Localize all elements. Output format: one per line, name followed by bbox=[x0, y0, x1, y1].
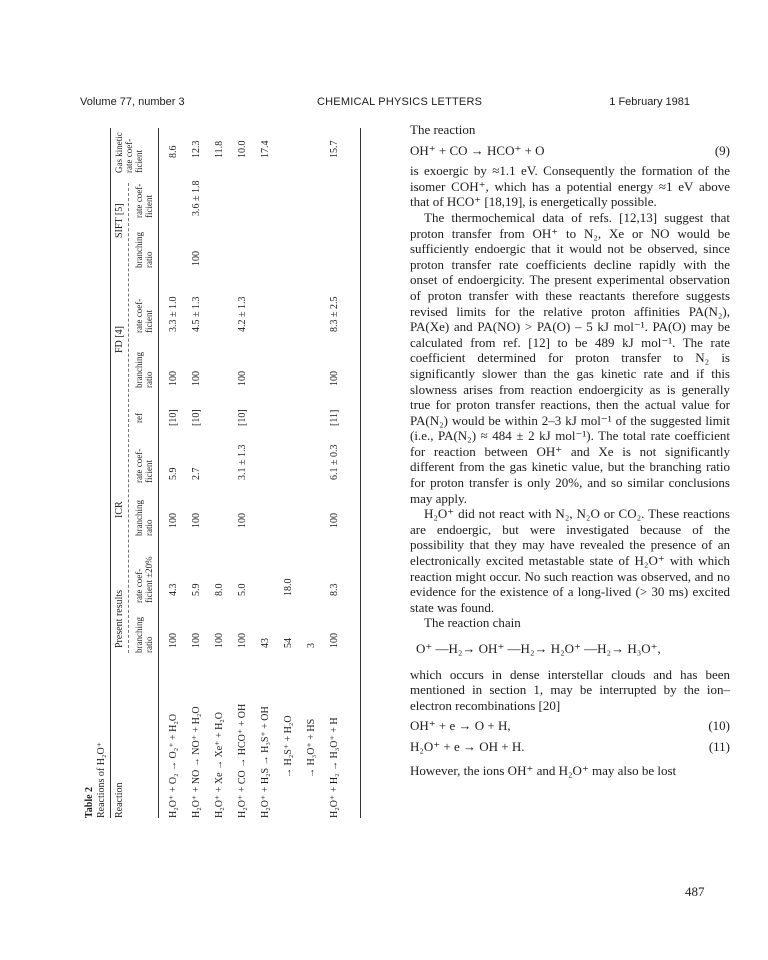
table-cell-ib: 100 bbox=[168, 513, 179, 528]
page-number: 487 bbox=[685, 884, 705, 899]
group-header-sift: SIFT [5] bbox=[114, 203, 125, 238]
table-cell-gas: 17.4 bbox=[260, 140, 271, 158]
paragraph-exoergic: is exoergic by ≈1.1 eV. Consequently the formation of the isomer COH⁺, which has a potential energy ≈1 eV above that of HCO⁺ [18,19], is energetically possible. bbox=[410, 163, 730, 210]
table-cell-ref: [10] bbox=[237, 409, 248, 426]
equation-9-number: (9) bbox=[714, 142, 730, 158]
rotated-table bbox=[84, 128, 364, 818]
table-cell-pb: 100 bbox=[237, 633, 248, 648]
table-cell-pb: 100 bbox=[168, 633, 179, 648]
paragraph-reaction-intro: The reaction bbox=[410, 122, 476, 137]
equation-11 bbox=[410, 739, 730, 755]
table-cell-fb: 100 bbox=[329, 371, 340, 386]
table-title: Reactions of H₂O⁺ bbox=[96, 742, 107, 818]
table-cell-pr: 5.0 bbox=[237, 583, 248, 596]
equation-10-expr: OH⁺ + e → O + H, bbox=[410, 718, 511, 734]
table-top-rule bbox=[110, 128, 111, 818]
table-cell-fb: 100 bbox=[168, 371, 179, 386]
table-cell-reaction: → H₃O⁺ + HS bbox=[306, 718, 317, 778]
table-cell-ref: [11] bbox=[329, 409, 340, 426]
sub-rate-icr: rate coef- ficient bbox=[134, 448, 154, 483]
table-cell-gas: 15.7 bbox=[329, 140, 340, 158]
sub-rate-sift: rate coef- ficient bbox=[134, 183, 154, 218]
table-cell-ir: 2.7 bbox=[191, 467, 202, 480]
table-cell-gas: 11.8 bbox=[214, 140, 225, 158]
table-cell-ir: 5.9 bbox=[168, 467, 179, 480]
equation-9 bbox=[410, 143, 730, 159]
table-cell-fb: 100 bbox=[237, 371, 248, 386]
table-cell-gas: 8.6 bbox=[168, 145, 179, 158]
table-cell-pr: 18.0 bbox=[283, 578, 294, 596]
table-cell-fr: 3.3 ± 1.0 bbox=[168, 296, 179, 332]
table-cell-pb: 3 bbox=[306, 643, 317, 648]
table-cell-ref: [10] bbox=[191, 409, 202, 426]
sub-rate-present: rate coef- ficient ±20% bbox=[134, 556, 154, 603]
sub-branching-fd: branching ratio bbox=[134, 352, 154, 388]
issue-date: 1 February 1981 bbox=[609, 96, 690, 108]
group-rule bbox=[128, 183, 129, 653]
table-cell-reaction: H₂O⁺ + H₂ → H₃O⁺ + H bbox=[329, 717, 340, 818]
sub-branching-present: branching ratio bbox=[134, 617, 154, 653]
paragraph-h2o-nonreaction: H₂O⁺ did not react with N₂, N₂O or CO₂. These reactions are endoergic, but were investigated because of the possibility that they may have revealed the presence of an electronically excited metastable state of H₂O⁺ with which reaction might occur. No such reaction was observed, and no evidence for the existence of a long-lived (> 30 ms) excited state was found. bbox=[410, 506, 730, 615]
table-caption: Table 2 bbox=[84, 786, 95, 818]
paragraph-loss: However, the ions OH⁺ and H₂O⁺ may also be lost bbox=[410, 762, 677, 778]
table-cell-ib: 100 bbox=[237, 513, 248, 528]
journal-title: CHEMICAL PHYSICS LETTERS bbox=[317, 96, 483, 108]
paragraph-recombination: which occurs in dense interstellar clouds and has been mentioned in section 1, may be interrupted by the ion–electron recombinations [20] bbox=[410, 666, 730, 713]
equation-11-number: (11) bbox=[708, 738, 730, 754]
equation-10 bbox=[410, 718, 730, 734]
sub-branching-sift: branching ratio bbox=[134, 232, 154, 268]
table-cell-reaction: H₂O⁺ + H₂S → H₃S⁺ + OH bbox=[260, 706, 271, 818]
table-cell-pb: 54 bbox=[283, 638, 294, 648]
group-header-present: Present results bbox=[114, 589, 125, 648]
reaction-chain: O⁺ —H₂→ OH⁺ —H₂→ H₂O⁺ —H₂→ H₃O⁺, bbox=[416, 641, 661, 656]
table-cell-pr: 8.3 bbox=[329, 583, 340, 596]
col-header-reaction: Reaction bbox=[114, 782, 125, 818]
table-cell-ir: 6.1 ± 0.3 bbox=[329, 444, 340, 480]
table-cell-fr: 4.2 ± 1.3 bbox=[237, 296, 248, 332]
table-cell-fr: 4.5 ± 1.3 bbox=[191, 296, 202, 332]
sub-ref: ref bbox=[134, 413, 144, 423]
body-column bbox=[410, 122, 730, 778]
sub-rate-fd: rate coef- ficient bbox=[134, 298, 154, 333]
table-cell-pb: 100 bbox=[214, 633, 225, 648]
group-header-icr: ICR bbox=[114, 501, 125, 518]
equation-10-number: (10) bbox=[708, 718, 730, 734]
table-cell-fr: 8.3 ± 2.5 bbox=[329, 296, 340, 332]
table-cell-ib: 100 bbox=[191, 513, 202, 528]
table-2 bbox=[84, 128, 364, 818]
table-cell-reaction: → H₂S⁺ + H₂O bbox=[283, 715, 294, 778]
table-cell-pb: 100 bbox=[191, 633, 202, 648]
table-cell-ref: [10] bbox=[168, 409, 179, 426]
table-cell-pr: 4.3 bbox=[168, 583, 179, 596]
table-cell-pb: 43 bbox=[260, 638, 271, 648]
table-cell-sb: 100 bbox=[191, 251, 202, 266]
table-cell-fb: 100 bbox=[191, 371, 202, 386]
equation-11-expr: H₂O⁺ + e → OH + H. bbox=[410, 738, 525, 754]
table-cell-gas: 10.0 bbox=[237, 140, 248, 158]
table-cell-reaction: H₂O⁺ + O₂ → O₂⁺ + H₂O bbox=[168, 713, 179, 818]
table-cell-ib: 100 bbox=[329, 513, 340, 528]
sub-branching-icr: branching ratio bbox=[134, 500, 154, 536]
table-cell-pr: 8.0 bbox=[214, 583, 225, 596]
table-cell-pb: 100 bbox=[329, 633, 340, 648]
equation-9-expr: OH⁺ + CO → HCO⁺ + O bbox=[410, 142, 545, 158]
table-cell-gas: 12.3 bbox=[191, 140, 202, 158]
table-cell-pr: 5.9 bbox=[191, 583, 202, 596]
header-bottom-rule bbox=[158, 128, 159, 818]
table-cell-sr: 3.6 ± 1.8 bbox=[191, 180, 202, 216]
table-cell-ir: 3.1 ± 1.3 bbox=[237, 444, 248, 480]
group-header-fd: FD [4] bbox=[114, 326, 125, 353]
paragraph-thermochemical: The thermochemical data of refs. [12,13] suggest that proton transfer from OH⁺ to N₂, Xe or NO would be sufficiently endoergic that it would not be observed, since proton transfer rate coefficients decline rapidly with the onset of endoergicity. The present experimental observation of proton transfer with these reactants therefore suggests revised limits for the relative proton affinities PA(N₂), PA(Xe) and PA(NO) > PA(O) – 5 kJ mol⁻¹. PA(O) may be calculated from ref. [12] to be 489 kJ mol⁻¹. The rate coefficient determined for proton transfer to N₂ is significantly slower than the gas kinetic rate and if this slowness arises from reaction endoergicity as is generally true for proton transfer reactions, then the actual value for PA(N₂) would be within 2–3 kJ mol⁻¹ of the suggested limit (i.e., PA(N₂) ≈ 484 ± 2 kJ mol⁻¹). The total rate coefficient for reaction between OH⁺ and Xe is not significantly different from the gas kinetic value, but the branching ratio for proton transfer is only 20%, and so similar conclusions may apply. bbox=[410, 209, 730, 506]
table-cell-reaction: H₂O⁺ + Xe → Xe⁺ + H₂O bbox=[214, 711, 225, 818]
table-bottom-rule bbox=[360, 128, 361, 818]
col-header-gas-kinetic: Gas kinetic rate coef- ficient bbox=[114, 132, 144, 173]
paragraph-chain-intro: The reaction chain bbox=[424, 615, 521, 631]
table-cell-reaction: H₂O⁺ + NO → NO⁺ + H₂O bbox=[191, 706, 202, 818]
table-cell-reaction: H₂O⁺ + CO → HCO⁺ + OH bbox=[237, 703, 248, 818]
journal-volume: Volume 77, number 3 bbox=[80, 96, 185, 108]
